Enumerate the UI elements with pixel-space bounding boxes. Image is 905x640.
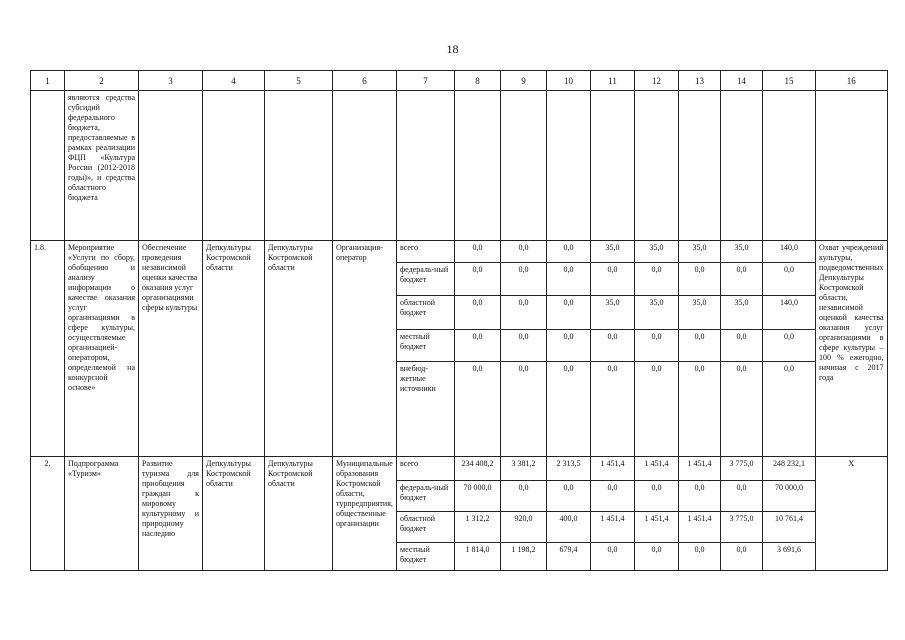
value-cell: 70 000,0 xyxy=(455,481,501,512)
value-cell: 0,0 xyxy=(547,481,591,512)
value-cell: 0,0 xyxy=(591,263,635,296)
header-cell: 13 xyxy=(679,71,721,91)
value-cell: 0,0 xyxy=(591,362,635,457)
value-cell: 0,0 xyxy=(591,330,635,362)
co-executor: Депкультуры Костромской области xyxy=(265,241,333,457)
value-cell: 35,0 xyxy=(591,296,635,330)
value-cell: 0,0 xyxy=(455,241,501,263)
funding-source-label: федераль-ный бюджет xyxy=(397,481,455,512)
subprogram-name: Подпрограмма «Туризм» xyxy=(65,457,139,571)
value-cell: 140,0 xyxy=(763,296,816,330)
value-cell: 35,0 xyxy=(635,296,679,330)
value-cell: 0,0 xyxy=(501,263,547,296)
value-cell: 35,0 xyxy=(679,241,721,263)
value-cell: 0,0 xyxy=(721,543,763,571)
value-cell: 0,0 xyxy=(635,263,679,296)
value-cell: 1 814,0 xyxy=(455,543,501,571)
row-number: 2. xyxy=(31,457,65,571)
header-cell: 7 xyxy=(397,71,455,91)
value-cell: 1 451,4 xyxy=(635,512,679,543)
value-cell: 2 313,5 xyxy=(547,457,591,481)
value-cell: 0,0 xyxy=(679,362,721,457)
value-cell: 0,0 xyxy=(547,241,591,263)
target-indicator: Охват учреждений культуры, подведомственных Депкультуры Костромской области, независимой оценкой качества оказания услуг организациями в сфере культуры – 100 % ежегодно, начиная с 2017 года xyxy=(816,241,888,457)
program-table xyxy=(30,70,888,571)
value-cell: 0,0 xyxy=(455,330,501,362)
co-executor: Депкультуры Костромской области xyxy=(265,457,333,571)
value-cell: 1 451,4 xyxy=(591,457,635,481)
value-cell: 0,0 xyxy=(501,296,547,330)
subprogram-goal: Развитие туризма для приобщения граждан к мировому культурному и природному наследию xyxy=(139,457,203,571)
funding-source-label: всего xyxy=(397,241,455,263)
header-cell: 6 xyxy=(333,71,397,91)
participants: Муниципальные образования Костромской области, турпредприятия, общественные организации xyxy=(333,457,397,571)
value-cell: 70 000,0 xyxy=(763,481,816,512)
header-cell: 8 xyxy=(455,71,501,91)
header-cell: 11 xyxy=(591,71,635,91)
value-cell: 0,0 xyxy=(635,481,679,512)
funding-source-label: областной бюджет xyxy=(397,296,455,330)
funding-source-label: внебюд-жетные источники xyxy=(397,362,455,457)
value-cell: 1 451,4 xyxy=(679,512,721,543)
target-indicator-x: X xyxy=(816,457,888,571)
value-cell: 0,0 xyxy=(591,543,635,571)
row-number: 1.8. xyxy=(31,241,65,457)
continuation-text: являются средства субсидий федерального бюджета, предоставляемые в рамках реализации ФЦП «Культура России (2012-2018 годы)», и средства областного бюджета xyxy=(65,91,139,241)
value-cell: 0,0 xyxy=(635,330,679,362)
table-row xyxy=(31,457,888,481)
continuation-row xyxy=(31,91,888,241)
value-cell: 35,0 xyxy=(679,296,721,330)
value-cell: 0,0 xyxy=(547,330,591,362)
funding-source-label: местный бюджет xyxy=(397,543,455,571)
value-cell: 1 451,4 xyxy=(635,457,679,481)
value-cell: 0,0 xyxy=(635,543,679,571)
value-cell: 0,0 xyxy=(635,362,679,457)
header-row xyxy=(31,71,888,91)
header-cell: 2 xyxy=(65,71,139,91)
value-cell: 3 775,0 xyxy=(721,457,763,481)
header-cell: 14 xyxy=(721,71,763,91)
header-cell: 3 xyxy=(139,71,203,91)
value-cell: 35,0 xyxy=(721,296,763,330)
header-cell: 16 xyxy=(816,71,888,91)
value-cell: 140,0 xyxy=(763,241,816,263)
value-cell: 0,0 xyxy=(721,481,763,512)
value-cell: 35,0 xyxy=(721,241,763,263)
value-cell: 234 408,2 xyxy=(455,457,501,481)
header-cell: 12 xyxy=(635,71,679,91)
funding-source-label: местный бюджет xyxy=(397,330,455,362)
page-number: 18 xyxy=(446,42,459,56)
value-cell: 0,0 xyxy=(501,362,547,457)
value-cell: 3 691,6 xyxy=(763,543,816,571)
header-cell: 4 xyxy=(203,71,265,91)
value-cell: 400,0 xyxy=(547,512,591,543)
header-cell: 5 xyxy=(265,71,333,91)
value-cell: 0,0 xyxy=(591,481,635,512)
value-cell: 35,0 xyxy=(591,241,635,263)
responsible-executor: Депкультуры Костромской области xyxy=(203,457,265,571)
value-cell: 0,0 xyxy=(501,481,547,512)
header-cell: 10 xyxy=(547,71,591,91)
value-cell: 3 381,2 xyxy=(501,457,547,481)
value-cell: 1 198,2 xyxy=(501,543,547,571)
value-cell: 0,0 xyxy=(679,481,721,512)
value-cell: 0,0 xyxy=(547,362,591,457)
value-cell: 0,0 xyxy=(763,362,816,457)
table-row xyxy=(31,241,888,263)
header-cell: 15 xyxy=(763,71,816,91)
value-cell: 0,0 xyxy=(679,263,721,296)
value-cell: 35,0 xyxy=(635,241,679,263)
value-cell: 0,0 xyxy=(455,263,501,296)
value-cell: 0,0 xyxy=(501,241,547,263)
value-cell: 0,0 xyxy=(763,330,816,362)
funding-source-label: областной бюджет xyxy=(397,512,455,543)
value-cell: 3 775,0 xyxy=(721,512,763,543)
value-cell: 0,0 xyxy=(455,296,501,330)
value-cell: 0,0 xyxy=(455,362,501,457)
measure-name: Мероприятие «Услуги по сбору, обобщению и анализу информации о качестве оказания услуг организациями в сфере культуры, осуществляемые организацией-оператором, определяемой на конкурсной основе» xyxy=(65,241,139,457)
header-cell: 1 xyxy=(31,71,65,91)
funding-source-label: всего xyxy=(397,457,455,481)
value-cell: 1 451,4 xyxy=(591,512,635,543)
value-cell: 920,0 xyxy=(501,512,547,543)
value-cell: 0,0 xyxy=(501,330,547,362)
value-cell: 248 232,1 xyxy=(763,457,816,481)
value-cell: 0,0 xyxy=(721,263,763,296)
value-cell: 0,0 xyxy=(547,263,591,296)
value-cell: 0,0 xyxy=(721,362,763,457)
value-cell: 679,4 xyxy=(547,543,591,571)
value-cell: 1 312,2 xyxy=(455,512,501,543)
value-cell: 0,0 xyxy=(721,330,763,362)
value-cell: 0,0 xyxy=(547,296,591,330)
measure-goal: Обеспечение проведения независимой оценки качества оказания услуг организациями сферы культуры xyxy=(139,241,203,457)
participants: Организация-оператор xyxy=(333,241,397,457)
value-cell: 10 761,4 xyxy=(763,512,816,543)
value-cell: 0,0 xyxy=(763,263,816,296)
value-cell: 0,0 xyxy=(679,330,721,362)
value-cell: 0,0 xyxy=(679,543,721,571)
header-cell: 9 xyxy=(501,71,547,91)
funding-source-label: федераль-ный бюджет xyxy=(397,263,455,296)
responsible-executor: Депкультуры Костромской области xyxy=(203,241,265,457)
value-cell: 1 451,4 xyxy=(679,457,721,481)
